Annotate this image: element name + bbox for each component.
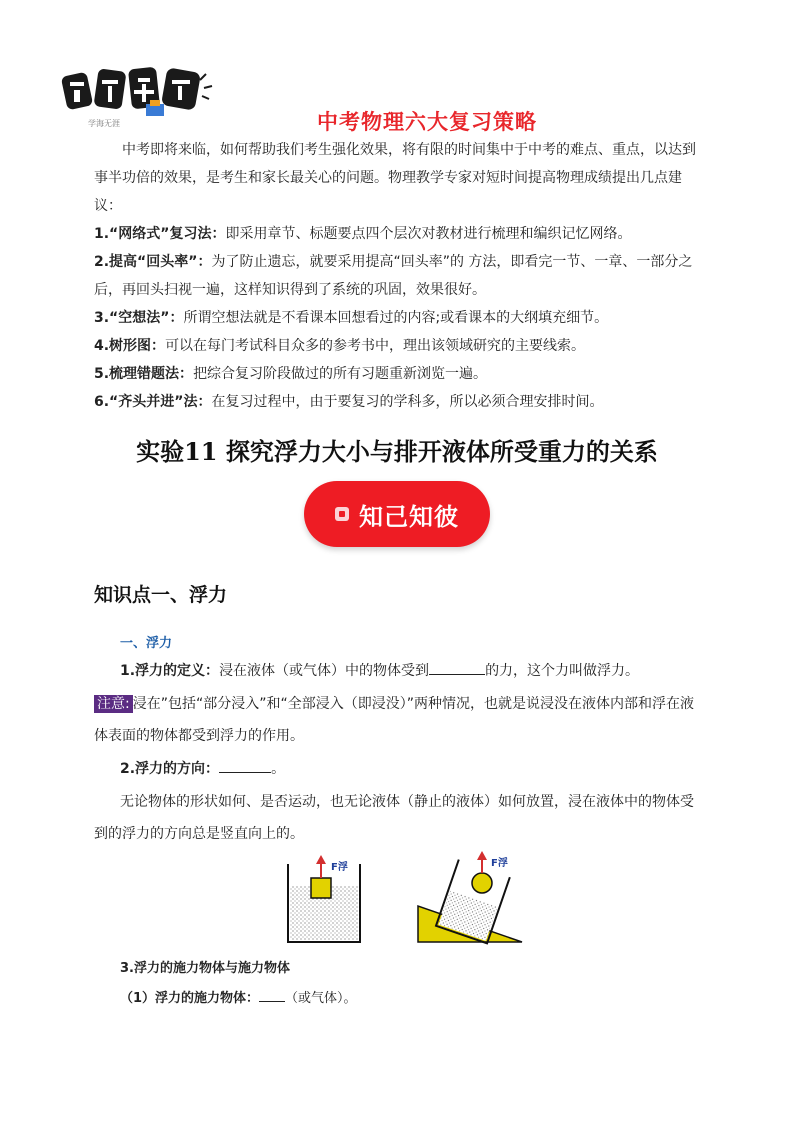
buoyancy-definition: 1.浮力的定义：浸在液体（或气体）中的物体受到 的力，这个力叫做浮力。 (120, 656, 639, 686)
note-tag: 注意: (94, 695, 133, 713)
floating-block (311, 878, 331, 898)
force-source-item: （1）浮力的施力物体： （或气体）。 (120, 984, 357, 1014)
force-arrow-icon (316, 855, 326, 864)
tip-item: 4.树形图：可以在每门考试科目众多的参考书中，理出该领域研究的主要线索。 (94, 338, 586, 354)
fill-blank[interactable] (219, 756, 271, 773)
fill-blank[interactable] (429, 658, 485, 675)
force-source-title: 3.浮力的施力物体与施力物体 (120, 961, 290, 976)
tip-item: 3.“空想法”：所谓空想法就是不看课本回想看过的内容;或看课本的大纲填充细节。 (94, 310, 609, 326)
logo-subtext: 学海无涯 (88, 119, 120, 128)
tip-item: 2.提高“回头率”：为了防止遗忘，就要采用提高“回头率”的 方法，即看完一节、一章、一部分之后，再回头扫视一遍，这样知识得到了系统的巩固，效果很好。 (94, 254, 693, 298)
force-label: F浮 (491, 858, 508, 869)
note-paragraph: 注意: 浸在”包括“部分浸入”和“全部浸入（即浸没）”两种情况，也就是说浸没在液体内部和浮在液体表面的物体都受到浮力的作用。 (94, 696, 694, 744)
tips-list (94, 220, 706, 416)
tip-item: 6.“齐头并进”法：在复习过程中，由于要复习的学科多，所以必须合理安排时间。 (94, 394, 604, 410)
badge-icon (335, 507, 349, 521)
fill-blank[interactable] (259, 985, 285, 1002)
knowledge-heading: 知识点一、浮力 (94, 584, 228, 606)
intro-paragraph: 中考即将来临，如何帮助我们考生强化效果，将有限的时间集中于中考的难点、重点，以达到事半功倍的效果，是考生和家长最关心的问题。物理教学专家对短时间提高物理成绩提出几点建议： (94, 142, 696, 214)
force-label: F浮 (331, 862, 348, 873)
direction-explanation: 无论物体的形状如何、是否运动，也无论液体（静止的液体）如何放置，浸在液体中的物体受到的浮力的方向总是竖直向上的。 (94, 794, 694, 842)
tip-item: 1.“网络式”复习法：即采用章节、标题要点四个层次对教材进行梳理和编织记忆网络。 (94, 226, 632, 242)
badge-label: 知己知彼 (359, 502, 459, 531)
buoyancy-direction: 2.浮力的方向： 。 (120, 754, 285, 784)
tip-item: 5.梳理错题法：把综合复习阶段做过的所有习题重新浏览一遍。 (94, 366, 488, 382)
page-title: 中考物理六大复习策略 (317, 110, 537, 134)
section-title: 实验11 探究浮力大小与排开液体所受重力的关系 (136, 437, 658, 466)
force-arrow-icon (477, 851, 487, 860)
buoyancy-figure (280, 846, 530, 946)
floating-ball (472, 873, 492, 893)
knowledge-subheading: 一、浮力 (120, 636, 173, 651)
badge-pill (304, 481, 490, 547)
